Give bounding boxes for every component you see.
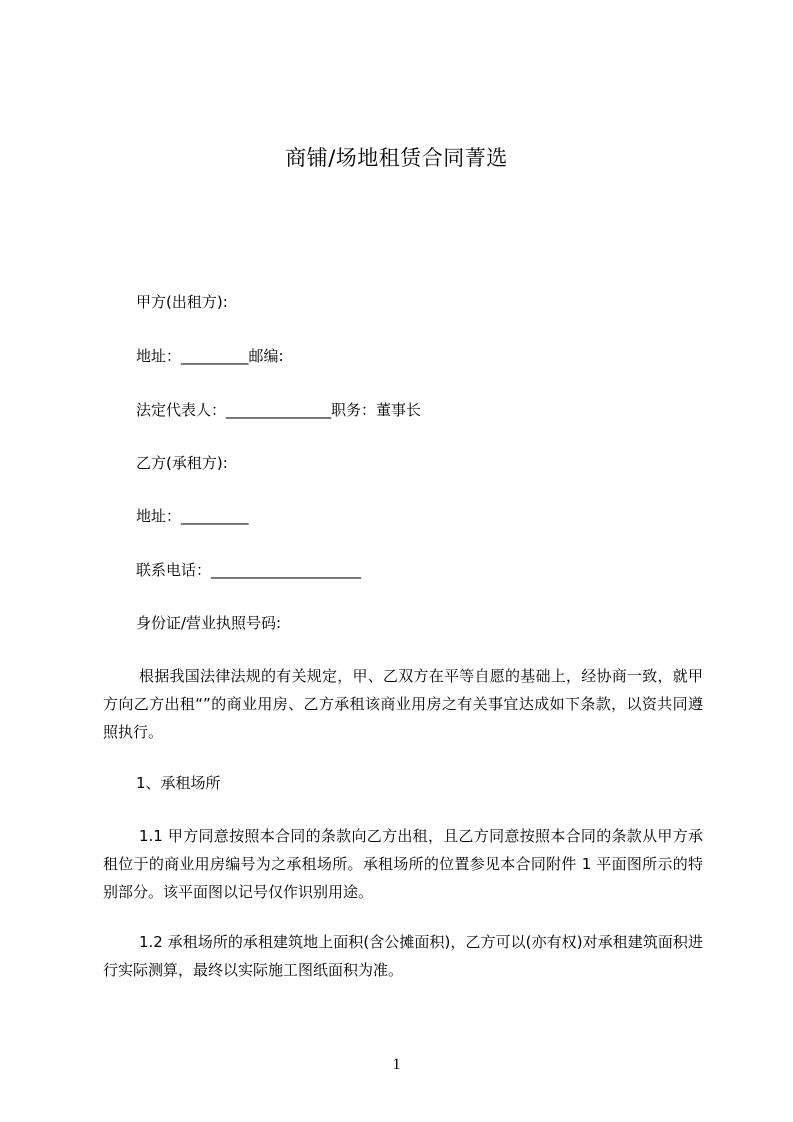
phone-line [136, 560, 361, 580]
party-a-address-blank: _________ [181, 347, 249, 365]
party-b-label: 乙方(承租方): [136, 454, 228, 472]
party-b-address-line [136, 506, 249, 526]
intro-paragraph [103, 662, 703, 746]
intro-paragraph-text: 根据我国法律法规的有关规定，甲、乙双方在平等自愿的基础上，经协商一致，就甲方向乙方出租“”的商业用房、乙方承租该商业用房之有关事宜达成如下条款，以资共同遵照执行。 [103, 667, 703, 741]
clause-1-2 [103, 928, 703, 984]
phone-label: 联系电话： [136, 561, 212, 579]
party-a-postcode-label: 邮编: [248, 347, 284, 365]
clause-1-1 [103, 822, 703, 906]
clause-1-1-text: 1.1 甲方同意按照本合同的条款向乙方出租，且乙方同意按照本合同的条款从甲方承租位于的商业用房编号为之承租场所。承租场所的位置参见本合同附件 1 平面图所示的特别部分。该平面图以记号仅作识别用途。 [103, 827, 703, 901]
party-a-address-label: 地址： [136, 347, 182, 365]
document-title: 商铺/场地租赁合同菁选 [285, 146, 508, 170]
party-a-address-line [136, 346, 284, 366]
party-a-label: 甲方(出租方): [136, 293, 228, 311]
section-1-heading: 1、承租场所 [136, 774, 221, 792]
position-text: 职务：董事长 [331, 401, 422, 419]
party-b-address-blank: _________ [181, 507, 249, 525]
clause-1-2-text: 1.2 承租场所的承租建筑地上面积(含公摊面积)，乙方可以(亦有权)对承租建筑面积进行实际测算，最终以实际施工图纸面积为准。 [103, 933, 703, 979]
legal-rep-blank: ______________ [226, 401, 332, 419]
legal-rep-label: 法定代表人： [136, 401, 227, 419]
page-number: 1 [392, 1056, 401, 1073]
id-label: 身份证/营业执照号码: [136, 614, 282, 632]
phone-blank: ____________________ [211, 561, 362, 579]
party-b-address-label: 地址： [136, 507, 182, 525]
legal-rep-line [136, 400, 421, 420]
